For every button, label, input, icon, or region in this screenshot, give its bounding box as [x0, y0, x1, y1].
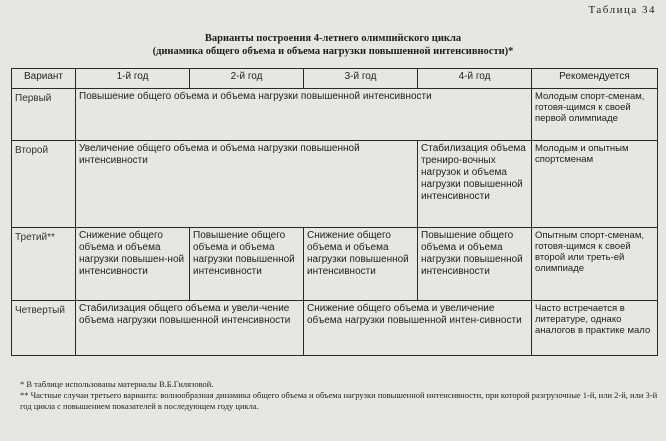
caption-title: Варианты построения 4-летнего олимпийского цикла: [204, 33, 462, 44]
year-2-cell: Повышение общего объема и объема нагрузки повышенной интенсивности: [190, 228, 304, 301]
year-1-cell: Снижение общего объема и объема нагрузки повышен-ной интенсивности: [76, 228, 190, 301]
footnote-2: ** Частные случаи третьего варианта: волнообразная динамика общего объема и объема нагрузки повышенной интенсивности, при которой разгрузочные 1-й, или 2-й, или 3-й год цикла с повышением показателей в последующем году цикла.: [20, 390, 658, 411]
caption-subtitle: (динамика общего объема и объема нагрузки повышенной интенсивности)*: [152, 46, 514, 57]
variant-cell: Четвертый: [12, 301, 76, 356]
recommended-cell: Молодым и опытным спортсменам: [532, 141, 658, 228]
year-4-cell: Повышение общего объема и объема нагрузки повышенной интенсивности: [418, 228, 532, 301]
recommended-cell: Часто встречается в литературе, однако аналогов в практике мало: [532, 301, 658, 356]
header-variant: Вариант: [12, 69, 76, 89]
footnote-1: * В таблице использованы материалы В.Б.Гилязовой.: [20, 379, 214, 389]
years-1-2-cell: Стабилизация общего объема и увели-чение объема нагрузки повышенной интенсивности: [76, 301, 304, 356]
header-year-3: 3-й год: [304, 69, 418, 89]
table-row-second: [12, 141, 658, 228]
header-year-2: 2-й год: [190, 69, 304, 89]
table-row-third: [12, 228, 658, 301]
footnotes: [20, 379, 660, 412]
table-row-first: [12, 89, 658, 141]
years-cell: Повышение общего объема и объема нагрузки повышенной интенсивности: [76, 89, 532, 141]
year-3-cell: Снижение общего объема и объема нагрузки повышенной интенсивности: [304, 228, 418, 301]
header-row: [12, 69, 658, 89]
recommended-cell: Опытным спорт-сменам, готовя-щимся к своей второй или треть-ей олимпиаде: [532, 228, 658, 301]
variant-cell: Третий**: [12, 228, 76, 301]
table-row-fourth: [12, 301, 658, 356]
years-cell: Увеличение общего объема и объема нагрузки повышенной интенсивности: [76, 141, 418, 228]
header-recommended: Рекомендуется: [532, 69, 658, 89]
recommended-cell: Молодым спорт-сменам, готовя-щимся к своей первой олимпиаде: [532, 89, 658, 141]
variant-cell: Первый: [12, 89, 76, 141]
year-4-cell: Стабилизация объема трениро-вочных нагрузок и объема нагрузки повышенной интенсивности: [418, 141, 532, 228]
table-caption: [0, 32, 666, 58]
header-year-4: 4-й год: [418, 69, 532, 89]
variant-cell: Второй: [12, 141, 76, 228]
header-year-1: 1-й год: [76, 69, 190, 89]
olympic-cycle-table: [11, 68, 658, 356]
years-3-4-cell: Снижение общего объема и увеличение объема нагрузки повышенной интен-сивности: [304, 301, 532, 356]
table-number-label: Таблица 34: [588, 4, 656, 16]
